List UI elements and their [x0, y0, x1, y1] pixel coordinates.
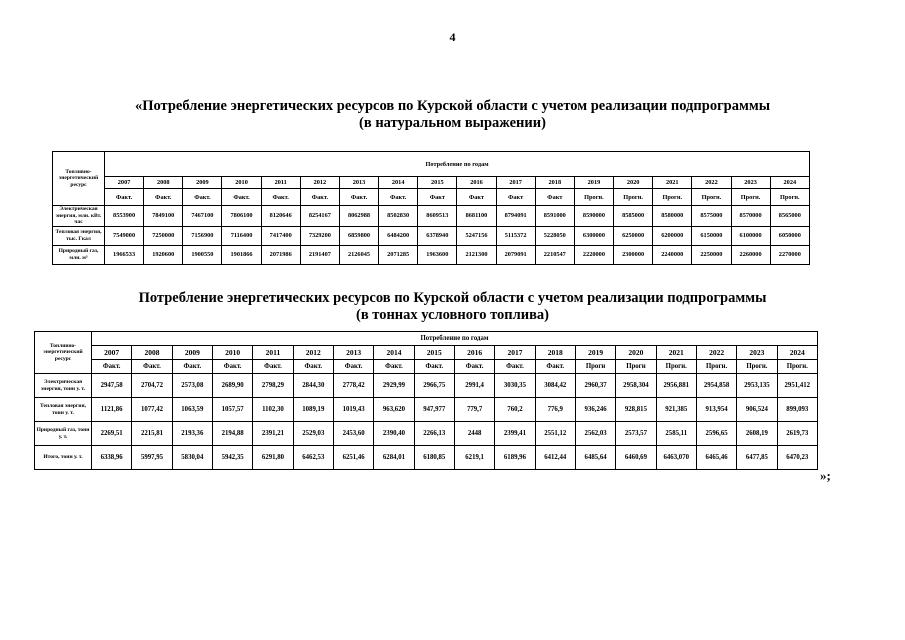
- status-header: Факт.: [339, 189, 378, 206]
- table-cell: 7156900: [183, 226, 222, 245]
- table-cell: 2220000: [574, 245, 613, 264]
- table-cell: 2448: [454, 422, 494, 446]
- table-cell: 1920600: [144, 245, 183, 264]
- table-row: [53, 206, 810, 227]
- table-cell: 6189,96: [495, 446, 535, 470]
- table-cell: 2573,57: [616, 422, 656, 446]
- row-label: Тепловая энергия, тонн у. т.: [35, 398, 92, 422]
- year-header: 2011: [253, 346, 293, 360]
- table1-title-line1: «Потребление энергетических ресурсов по Курской области с учетом реализации подпрограммы: [134, 98, 771, 114]
- table-cell: 2551,12: [535, 422, 575, 446]
- status-header: Факт.: [183, 189, 222, 206]
- table-cell: 8570000: [731, 206, 770, 227]
- table-cell: 906,524: [737, 398, 777, 422]
- status-header: Факт.: [172, 360, 212, 374]
- year-header: 2022: [696, 346, 736, 360]
- status-header: Факт.: [535, 360, 575, 374]
- table-cell: 7549000: [105, 226, 144, 245]
- year-header: 2008: [144, 177, 183, 189]
- header-row-status: [53, 189, 810, 206]
- group-header: Потребление по годам: [105, 152, 810, 177]
- table-cell: 913,954: [696, 398, 736, 422]
- table-cell: 760,2: [495, 398, 535, 422]
- year-header: 2016: [454, 346, 494, 360]
- table-cell: 2266,13: [414, 422, 454, 446]
- table1-title-line2: (в натуральном выражении): [359, 115, 546, 131]
- year-header: 2018: [535, 346, 575, 360]
- table2-title: [0, 290, 905, 324]
- year-header: 2021: [653, 177, 692, 189]
- year-header: 2022: [692, 177, 731, 189]
- table-cell: 2399,41: [495, 422, 535, 446]
- table-cell: 2844,30: [293, 374, 333, 398]
- table-cell: 2126045: [339, 245, 378, 264]
- status-header: Факт: [535, 189, 574, 206]
- table-cell: 1901866: [222, 245, 261, 264]
- table-cell: 6100000: [731, 226, 770, 245]
- table-cell: 7849100: [144, 206, 183, 227]
- status-header: Прогн.: [574, 189, 613, 206]
- table-cell: 2951,412: [777, 374, 817, 398]
- row-label: Электрическая энергия, млн. кВт. час: [53, 206, 105, 227]
- table-cell: 1077,42: [132, 398, 172, 422]
- year-header: 2014: [374, 346, 414, 360]
- table-cell: 2689,90: [212, 374, 252, 398]
- status-header: Факт: [418, 189, 457, 206]
- table-cell: 8553900: [105, 206, 144, 227]
- table-cell: 2390,40: [374, 422, 414, 446]
- table-cell: 2071285: [379, 245, 418, 264]
- table-cell: 6462,53: [293, 446, 333, 470]
- table-cell: 8120646: [261, 206, 300, 227]
- year-header: 2007: [92, 346, 132, 360]
- year-header: 2018: [535, 177, 574, 189]
- table-cell: 776,9: [535, 398, 575, 422]
- status-header: Факт.: [222, 189, 261, 206]
- table-cell: 2121300: [457, 245, 496, 264]
- table-cell: 6378940: [418, 226, 457, 245]
- table-cell: 5997,95: [132, 446, 172, 470]
- table2-fuel-equivalent: [34, 331, 818, 470]
- year-header: 2013: [339, 177, 378, 189]
- table-cell: 2240000: [653, 245, 692, 264]
- year-header: 2024: [770, 177, 809, 189]
- table-cell: 899,093: [777, 398, 817, 422]
- year-header: 2023: [731, 177, 770, 189]
- table-row: [53, 226, 810, 245]
- year-header: 2007: [105, 177, 144, 189]
- table-cell: 8609513: [418, 206, 457, 227]
- status-header: Факт.: [300, 189, 339, 206]
- status-header: Факт.: [293, 360, 333, 374]
- table-cell: 936,246: [575, 398, 615, 422]
- table-cell: 5115372: [496, 226, 535, 245]
- table-cell: 7417400: [261, 226, 300, 245]
- table-cell: 5228050: [535, 226, 574, 245]
- row-label: Итого, тонн у. т.: [35, 446, 92, 470]
- table-cell: 2573,08: [172, 374, 212, 398]
- year-header: 2010: [212, 346, 252, 360]
- year-header: 2015: [418, 177, 457, 189]
- table-cell: 6412,44: [535, 446, 575, 470]
- table-cell: 2562,03: [575, 422, 615, 446]
- table2-title-line2: (в тоннах условного топлива): [355, 307, 550, 323]
- year-header: 2020: [616, 346, 656, 360]
- table-cell: 2193,36: [172, 422, 212, 446]
- corner-header: Топливно-энергетический ресурс: [35, 332, 92, 374]
- table-cell: 6859800: [339, 226, 378, 245]
- table2-title-line1: Потребление энергетических ресурсов по Курской области с учетом реализации подпрограммы: [138, 290, 767, 306]
- table-cell: 928,815: [616, 398, 656, 422]
- status-header: Факт.: [374, 360, 414, 374]
- row-label: Тепловая энергия, тыс. Гкал: [53, 226, 105, 245]
- table-cell: 7806100: [222, 206, 261, 227]
- status-header: Прогн: [616, 360, 656, 374]
- table-cell: 5247156: [457, 226, 496, 245]
- year-header: 2017: [496, 177, 535, 189]
- table-cell: 8254167: [300, 206, 339, 227]
- table-cell: 2778,42: [333, 374, 373, 398]
- table-cell: 6180,85: [414, 446, 454, 470]
- status-header: Факт.: [379, 189, 418, 206]
- table-cell: 2929,99: [374, 374, 414, 398]
- status-header: Прогн.: [653, 189, 692, 206]
- year-header: 2012: [300, 177, 339, 189]
- year-header: 2023: [737, 346, 777, 360]
- status-header: Факт.: [414, 360, 454, 374]
- table-cell: 2596,65: [696, 422, 736, 446]
- table-cell: 2953,135: [737, 374, 777, 398]
- year-header: 2024: [777, 346, 817, 360]
- table-cell: 8585000: [614, 206, 653, 227]
- year-header: 2021: [656, 346, 696, 360]
- table-cell: 6300000: [574, 226, 613, 245]
- header-row-status: [35, 360, 818, 374]
- table-cell: 1963600: [418, 245, 457, 264]
- table-cell: 6338,96: [92, 446, 132, 470]
- row-label: Природный газ, млн. м³: [53, 245, 105, 264]
- table-cell: 2269,51: [92, 422, 132, 446]
- table-cell: 2453,60: [333, 422, 373, 446]
- table-cell: 2947,58: [92, 374, 132, 398]
- status-header: Факт.: [212, 360, 252, 374]
- table1-natural-units: [52, 151, 810, 265]
- status-header: Факт.: [253, 360, 293, 374]
- table-cell: 1089,19: [293, 398, 333, 422]
- table-cell: 2958,304: [616, 374, 656, 398]
- table-cell: 2260000: [731, 245, 770, 264]
- table-cell: 6291,80: [253, 446, 293, 470]
- table-cell: 1121,86: [92, 398, 132, 422]
- table-cell: 6200000: [653, 226, 692, 245]
- year-header: 2013: [333, 346, 373, 360]
- table-cell: 2954,858: [696, 374, 736, 398]
- year-header: 2009: [183, 177, 222, 189]
- table-cell: 2270000: [770, 245, 809, 264]
- header-row-years: [53, 177, 810, 189]
- status-header: Прогн.: [770, 189, 809, 206]
- year-header: 2017: [495, 346, 535, 360]
- table-cell: 5830,04: [172, 446, 212, 470]
- status-header: Прогн.: [692, 189, 731, 206]
- table-cell: 6470,23: [777, 446, 817, 470]
- year-header: 2015: [414, 346, 454, 360]
- table-cell: 2619,73: [777, 422, 817, 446]
- table-cell: 779,7: [454, 398, 494, 422]
- status-header: Факт.: [132, 360, 172, 374]
- table-cell: 6250000: [614, 226, 653, 245]
- status-header: Прогн.: [656, 360, 696, 374]
- table-cell: 8062988: [339, 206, 378, 227]
- closing-quote-mark: »;: [820, 468, 831, 483]
- table-cell: 1057,57: [212, 398, 252, 422]
- status-header: Факт: [496, 189, 535, 206]
- year-header: 2019: [574, 177, 613, 189]
- table-cell: 8794091: [496, 206, 535, 227]
- table-cell: 8575000: [692, 206, 731, 227]
- table-cell: 2798,29: [253, 374, 293, 398]
- table-cell: 1900550: [183, 245, 222, 264]
- status-header: Прогн.: [777, 360, 817, 374]
- table-cell: 6251,46: [333, 446, 373, 470]
- table-cell: 8590000: [574, 206, 613, 227]
- table-cell: 6465,46: [696, 446, 736, 470]
- table-cell: 6050000: [770, 226, 809, 245]
- table-cell: 3030,35: [495, 374, 535, 398]
- header-row-group: [53, 152, 810, 177]
- table-cell: 6219,1: [454, 446, 494, 470]
- year-header: 2019: [575, 346, 615, 360]
- status-header: Факт.: [144, 189, 183, 206]
- table-cell: 6463,070: [656, 446, 696, 470]
- table-cell: 2300000: [614, 245, 653, 264]
- table-cell: 7329200: [300, 226, 339, 245]
- table-cell: 1966533: [105, 245, 144, 264]
- status-header: Факт.: [261, 189, 300, 206]
- table-row: [35, 374, 818, 398]
- table-cell: 947,977: [414, 398, 454, 422]
- status-header: Прогн.: [696, 360, 736, 374]
- table-cell: 2391,21: [253, 422, 293, 446]
- table-cell: 7467100: [183, 206, 222, 227]
- group-header: Потребление по годам: [92, 332, 818, 346]
- table-cell: 2529,03: [293, 422, 333, 446]
- row-label: Природный газ, тонн у. т.: [35, 422, 92, 446]
- status-header: Прогн.: [731, 189, 770, 206]
- table1-title: [0, 98, 905, 132]
- year-header: 2020: [614, 177, 653, 189]
- table-row: [35, 398, 818, 422]
- table-cell: 6484200: [379, 226, 418, 245]
- year-header: 2014: [379, 177, 418, 189]
- status-header: Факт.: [105, 189, 144, 206]
- corner-header: Топливно-энергетический ресурс: [53, 152, 105, 206]
- row-label: Электрическая энергия, тонн у. т.: [35, 374, 92, 398]
- status-header: Прогн: [575, 360, 615, 374]
- table-cell: 1063,59: [172, 398, 212, 422]
- table-cell: 6150000: [692, 226, 731, 245]
- table-cell: 6460,69: [616, 446, 656, 470]
- table-row: [35, 422, 818, 446]
- table-cell: 2991,4: [454, 374, 494, 398]
- year-header: 2012: [293, 346, 333, 360]
- table-cell: 2966,75: [414, 374, 454, 398]
- year-header: 2008: [132, 346, 172, 360]
- table-cell: 2191407: [300, 245, 339, 264]
- status-header: Факт.: [454, 360, 494, 374]
- header-row-group: [35, 332, 818, 346]
- table-cell: 2585,11: [656, 422, 696, 446]
- table-cell: 2608,19: [737, 422, 777, 446]
- table-cell: 7250000: [144, 226, 183, 245]
- table-cell: 2215,81: [132, 422, 172, 446]
- table-cell: 2079091: [496, 245, 535, 264]
- table-cell: 7116400: [222, 226, 261, 245]
- table-cell: 2210547: [535, 245, 574, 264]
- year-header: 2016: [457, 177, 496, 189]
- table-row: [53, 245, 810, 264]
- table-cell: 8580000: [653, 206, 692, 227]
- table-cell: 1019,43: [333, 398, 373, 422]
- table-cell: 3084,42: [535, 374, 575, 398]
- table-cell: 2250000: [692, 245, 731, 264]
- table-cell: 5942,35: [212, 446, 252, 470]
- table-cell: 2960,37: [575, 374, 615, 398]
- table-cell: 8502830: [379, 206, 418, 227]
- table-cell: 963,620: [374, 398, 414, 422]
- year-header: 2009: [172, 346, 212, 360]
- table-cell: 2194,88: [212, 422, 252, 446]
- table-cell: 8681100: [457, 206, 496, 227]
- status-header: Факт.: [92, 360, 132, 374]
- year-header: 2010: [222, 177, 261, 189]
- table-cell: 8565000: [770, 206, 809, 227]
- status-header: Прогн.: [737, 360, 777, 374]
- table-cell: 6284,01: [374, 446, 414, 470]
- page-number: 4: [449, 30, 456, 44]
- table-cell: 2956,881: [656, 374, 696, 398]
- year-header: 2011: [261, 177, 300, 189]
- status-header: Факт: [457, 189, 496, 206]
- table-row: [35, 446, 818, 470]
- status-header: Факт.: [333, 360, 373, 374]
- table-cell: 2071986: [261, 245, 300, 264]
- header-row-years: [35, 346, 818, 360]
- status-header: Факт.: [495, 360, 535, 374]
- table-cell: 1102,30: [253, 398, 293, 422]
- table-cell: 6477,85: [737, 446, 777, 470]
- table-cell: 8591000: [535, 206, 574, 227]
- table-cell: 921,385: [656, 398, 696, 422]
- table-cell: 6485,64: [575, 446, 615, 470]
- table-cell: 2704,72: [132, 374, 172, 398]
- status-header: Прогн.: [614, 189, 653, 206]
